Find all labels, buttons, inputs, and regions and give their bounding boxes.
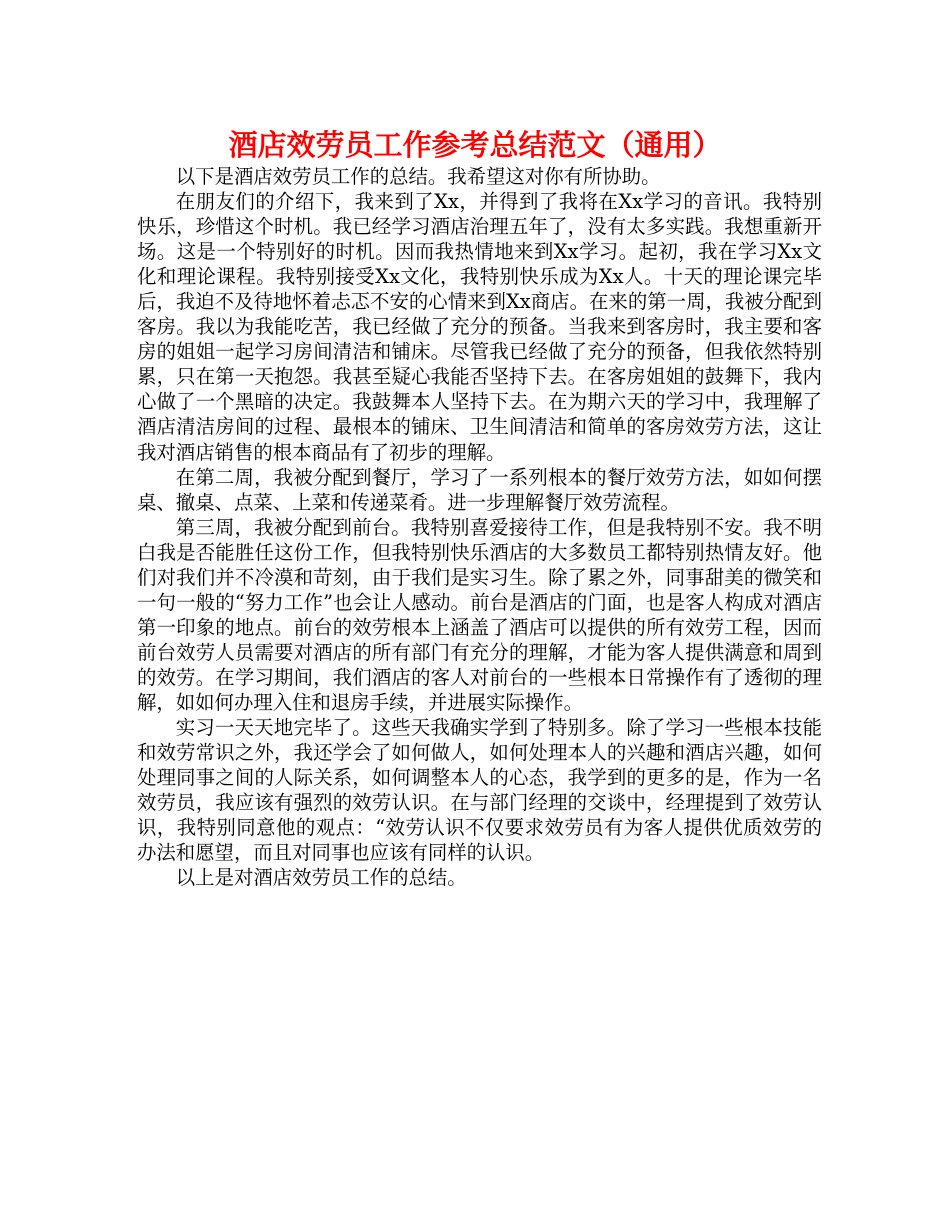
paragraph-second-week: 在第二周，我被分配到餐厅，学习了一系列根本的餐厅效劳方法，如如何摆桌、撤桌、点菜、上菜和传递菜肴。进一步理解餐厅效劳流程。 [137, 465, 822, 514]
paragraph-conclusion: 以上是对酒店效劳员工作的总结。 [175, 866, 467, 890]
paragraph-third-week: 第三周，我被分配到前台。我特别喜爱接待工作，但是我特别不安。我不明白我是否能胜任这份工作，但我特别快乐酒店的大多数员工都特别热情友好。他们对我们并不冷漠和苛刻，由于我们是实习生。除了累之外，同事甜美的微笑和一句一般的“努力工作”也会让人感动。前台是酒店的门面，也是客人构成对酒店第一印象的地点。前台的效劳根本上涵盖了酒店可以提供的所有效劳工程，因而前台效劳人员需要对酒店的所有部门有充分的理解，才能为客人提供满意和周到的效劳。在学习期间，我们酒店的客人对前台的一些根本日常操作有了透彻的理解，如如何办理入住和退房手续，并进展实际操作。 [137, 515, 822, 714]
paragraph-reflection: 实习一天天地完毕了。这些天我确实学到了特别多。除了学习一些根本技能和效劳常识之外，我还学会了如何做人，如何处理本人的兴趣和酒店兴趣，如何处理同事之间的人际关系，如何调整本人的心态，我学到的更多的是，作为一名效劳员，我应该有强烈的效劳认识。在与部门经理的交谈中，经理提到了效劳认识，我特别同意他的观点：“效劳认识不仅要求效劳员有为客人提供优质效劳的办法和愿望，而且对同事也应该有同样的认识。 [137, 716, 822, 865]
document-title: 酒店效劳员工作参考总结范文（通用） [228, 128, 722, 162]
paragraph-intro: 以下是酒店效劳员工作的总结。我希望这对你有所协助。 [175, 165, 661, 188]
paragraph-first-week: 在朋友们的介绍下，我来到了Xx，并得到了我将在Xx学习的音讯。我特别快乐，珍惜这个时机。我已经学习酒店治理五年了，没有太多实践。我想重新开场。这是一个特别好的时机。因而我热情地来到Xx学习。起初，我在学习Xx文化和理论课程。我特别接受Xx文化，我特别快乐成为Xx人。十天的理论课完毕后，我迫不及待地怀着忐忑不安的心情来到Xx商店。在来的第一周，我被分配到客房。我以为我能吃苦，我已经做了充分的预备。当我来到客房时，我主要和客房的姐姐一起学习房间清洁和铺床。尽管我已经做了充分的预备，但我依然特别累，只在第一天抱怨。我甚至疑心我能否坚持下去。在客房姐姐的鼓舞下，我内心做了一个黑暗的决定。我鼓舞本人坚持下去。在为期六天的学习中，我理解了酒店清洁房间的过程、最根本的铺床、卫生间清洁和简单的客房效劳方法，这让我对酒店销售的根本商品有了初步的理解。 [137, 190, 822, 464]
document-body [137, 164, 822, 890]
